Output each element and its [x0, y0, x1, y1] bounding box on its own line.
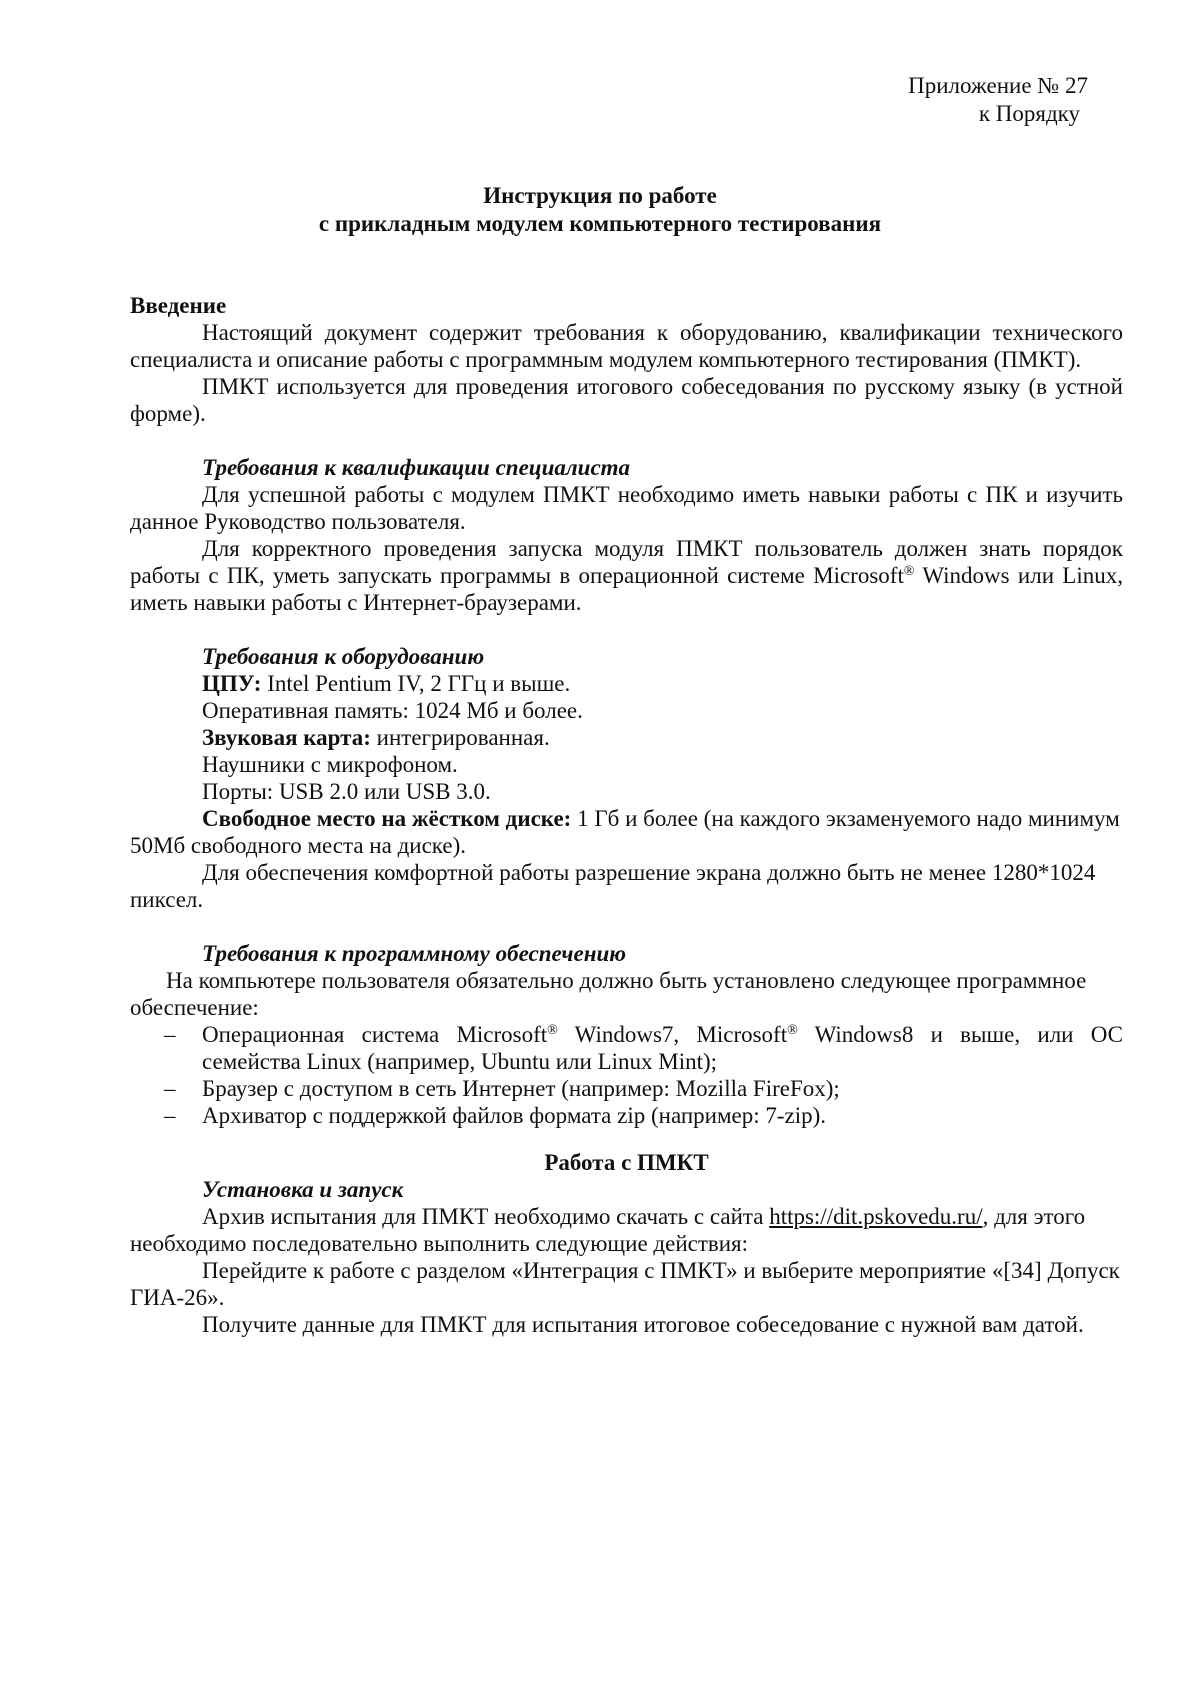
- qualification-heading: Требования к квалификации специалиста: [202, 455, 631, 480]
- hardware-ram: Оперативная память: 1024 Мб и более.: [202, 698, 583, 723]
- hardware-heading: Требования к оборудованию: [202, 644, 485, 669]
- appendix-reference: к Порядку: [978, 101, 1080, 126]
- qualification-paragraph-2: Для корректного проведения запуска модуля ПМКТ пользователь должен знать порядок работы с ПК, уметь запускать программы в операционной системе Microsoft® Windows или Linux, иметь навыки работы с Интернет-браузерами.: [130, 536, 1124, 615]
- hardware-sound: Звуковая карта: интегрированная.: [202, 725, 550, 750]
- work-paragraph-2: Перейдите к работе с разделом «Интеграция с ПМКТ» и выберите мероприятие «[34] Допуск ГИА-26».: [130, 1258, 1120, 1310]
- site-link[interactable]: https://dit.pskovedu.ru/: [769, 1204, 983, 1229]
- document-body: [130, 292, 1123, 1338]
- work-paragraph-3: Получите данные для ПМКТ для испытания итоговое собеседование с нужной вам датой.: [202, 1312, 1084, 1337]
- intro-heading: Введение: [130, 293, 227, 318]
- hardware-screen: Для обеспечения комфортной работы разрешение экрана должно быть не менее 1280*1024 пиксел.: [130, 860, 1096, 912]
- appendix-note: [908, 72, 1088, 128]
- software-item-os: – Операционная система Microsoft® Windows7, Microsoft® Windows8 и выше, или ОС семейства Linux (например, Ubuntu или Linux Mint);: [164, 1022, 1123, 1074]
- title-line-1: Инструкция по работе: [483, 183, 717, 208]
- software-list: [130, 1021, 1123, 1129]
- hardware-ports: Порты: USB 2.0 или USB 3.0.: [202, 779, 491, 804]
- software-heading: Требования к программному обеспечению: [202, 941, 627, 966]
- document-title: [0, 182, 1200, 238]
- qualification-paragraph-1: Для успешной работы с модулем ПМКТ необходимо иметь навыки работы с ПК и изучить данное Руководство пользователя.: [130, 482, 1123, 534]
- intro-paragraph-2: ПМКТ используется для проведения итогового собеседования по русскому языку (в устной форме).: [130, 374, 1123, 426]
- work-paragraph-1: Архив испытания для ПМКТ необходимо скачать с сайта https://dit.pskovedu.ru/, для этого необходимо последовательно выполнить следующие действия:: [130, 1204, 1086, 1256]
- work-heading: Работа с ПМКТ: [544, 1150, 709, 1175]
- install-subheading: Установка и запуск: [202, 1177, 404, 1202]
- title-line-2: с прикладным модулем компьютерного тестирования: [318, 211, 882, 236]
- hardware-cpu: ЦПУ: Intel Pentium IV, 2 ГГц и выше.: [202, 671, 571, 696]
- software-intro: На компьютере пользователя обязательно должно быть установлено следующее программное обеспечение:: [130, 968, 1087, 1020]
- intro-paragraph-1: Настоящий документ содержит требования к оборудованию, квалификации технического специалиста и описание работы с программным модулем компьютерного тестирования (ПМКТ).: [130, 320, 1123, 372]
- hardware-headset: Наушники с микрофоном.: [202, 752, 458, 777]
- hardware-disk: Свободное место на жёстком диске: 1 Гб и более (на каждого экзаменуемого надо минимум 50Мб свободного места на диске).: [130, 806, 1120, 858]
- software-item-archiver: – Архиватор с поддержкой файлов формата zip (например: 7-zip).: [164, 1103, 827, 1128]
- software-item-browser: – Браузер с доступом в сеть Интернет (например: Mozilla FireFox);: [164, 1076, 840, 1101]
- appendix-number: Приложение № 27: [908, 73, 1088, 98]
